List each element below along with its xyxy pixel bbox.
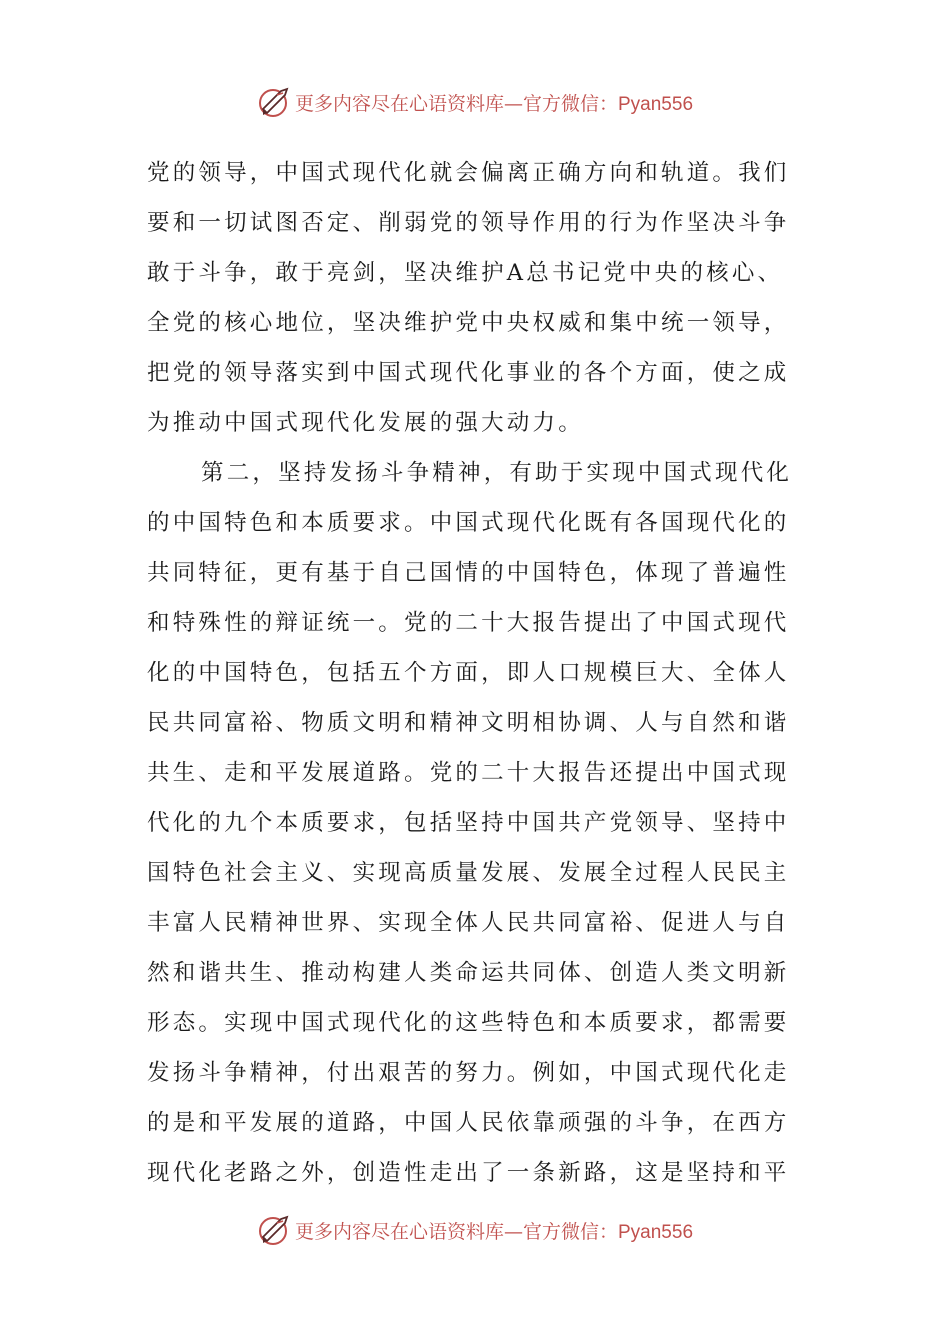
footer-banner xyxy=(0,1210,950,1250)
document-body xyxy=(147,148,807,1198)
text-line: 共同特征，更有基于自己国情的中国特色，体现了普遍性 xyxy=(147,560,790,586)
text-line: 形态。实现中国式现代化的这些特色和本质要求，都需要 xyxy=(147,1010,790,1036)
text-line: 代化的九个本质要求，包括坚持中国共产党领导、坚持中 xyxy=(147,810,790,836)
paragraph-start-line: 第二，坚持发扬斗争精神，有助于实现中国式现代化 xyxy=(201,460,793,486)
text-line: 丰富人民精神世界、实现全体人民共同富裕、促进人与自 xyxy=(147,910,790,936)
text-line: 共生、走和平发展道路。党的二十大报告还提出中国式现 xyxy=(147,760,790,786)
text-line: 的中国特色和本质要求。中国式现代化既有各国现代化的 xyxy=(147,510,790,536)
text-line: 全党的核心地位，坚决维护党中央权威和集中统一领导， xyxy=(147,310,790,336)
text-line: 的是和平发展的道路，中国人民依靠顽强的斗争，在西方 xyxy=(147,1110,790,1136)
text-line: 要和一切试图否定、削弱党的领导作用的行为作坚决斗争 xyxy=(147,210,790,236)
text-line: 现代化老路之外，创造性走出了一条新路，这是坚持和平 xyxy=(147,1160,790,1186)
text-line: 把党的领导落实到中国式现代化事业的各个方面，使之成 xyxy=(147,360,790,386)
wechat-id: Pyan556 xyxy=(618,1221,694,1243)
text-line: 民共同富裕、物质文明和精神文明相协调、人与自然和谐 xyxy=(147,710,790,736)
header-banner-text: 更多内容尽在心语资料库—官方微信：Pyan556 xyxy=(294,92,694,115)
text-line: 党的领导，中国式现代化就会偏离正确方向和轨道。我们 xyxy=(147,160,790,186)
text-line: 然和谐共生、推动构建人类命运共同体、创造人类文明新 xyxy=(147,960,790,986)
header-banner xyxy=(0,82,950,122)
text-line: 国特色社会主义、实现高质量发展、发展全过程人民民主 xyxy=(147,860,790,886)
text-line: 敢于斗争，敢于亮剑，坚决维护A总书记党中央的核心、 xyxy=(147,260,784,286)
text-line: 为推动中国式现代化发展的强大动力。 xyxy=(147,410,584,436)
footer-banner-text: 更多内容尽在心语资料库—官方微信：Pyan556 xyxy=(294,1220,694,1243)
text-line: 发扬斗争精神，付出艰苦的努力。例如，中国式现代化走 xyxy=(147,1060,790,1086)
wechat-id: Pyan556 xyxy=(618,93,694,115)
pen-logo-icon xyxy=(257,85,291,119)
text-line: 和特殊性的辩证统一。党的二十大报告提出了中国式现代 xyxy=(147,610,790,636)
text-line: 化的中国特色，包括五个方面，即人口规模巨大、全体人 xyxy=(147,660,790,686)
pen-logo-icon xyxy=(257,1213,291,1247)
